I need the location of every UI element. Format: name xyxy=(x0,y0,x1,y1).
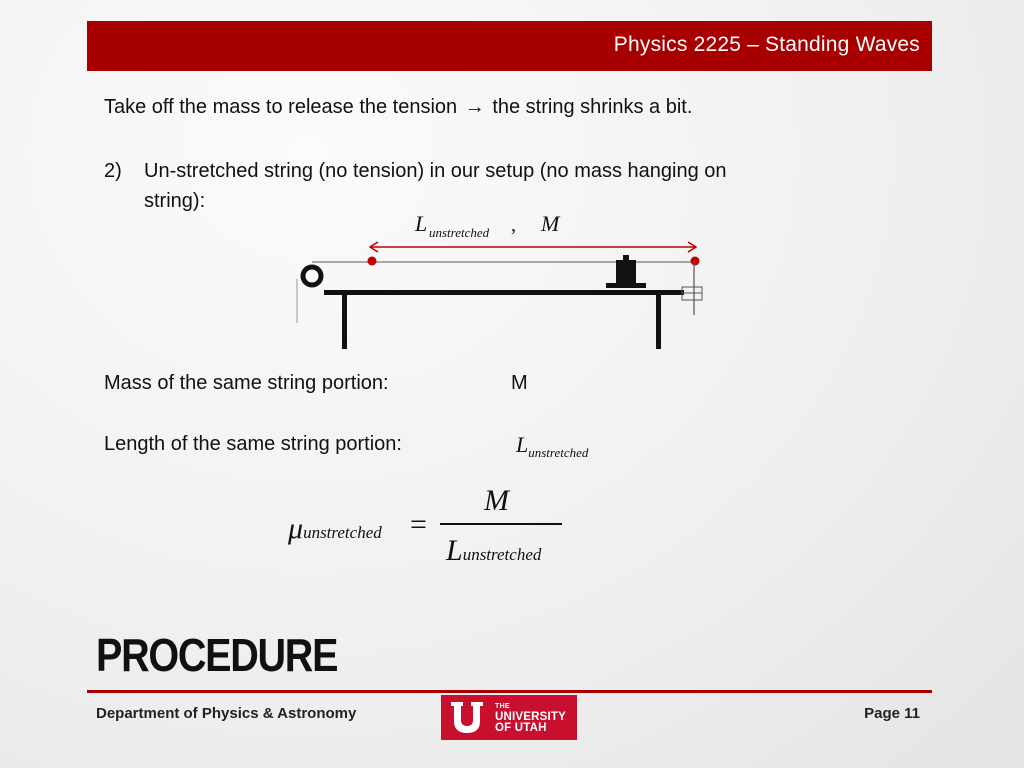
equation-denominator xyxy=(446,534,541,568)
table-leg-left xyxy=(342,295,347,349)
left-marker-dot xyxy=(368,257,377,266)
footer-department: Department of Physics & Astronomy xyxy=(96,705,357,722)
string-setup-diagram xyxy=(290,205,720,357)
equation-numerator: M xyxy=(484,484,509,517)
denominator-L: L xyxy=(446,534,463,567)
string-setup-svg xyxy=(290,205,720,357)
length-symbol-L: L xyxy=(516,432,529,457)
list-item-text-line2: string): xyxy=(144,190,206,212)
list-item-number: 2) xyxy=(104,160,122,182)
footer-divider xyxy=(87,690,932,693)
logo-of-utah: OF UTAH xyxy=(495,722,547,734)
string-shrinks-text: the string shrinks a bit. xyxy=(492,96,693,118)
tension-release-text: Take off the mass to release the tension xyxy=(104,96,458,118)
table-leg-right xyxy=(656,295,661,349)
linear-density-equation xyxy=(288,482,588,582)
mu-subscript: unstretched xyxy=(303,523,382,542)
block-u-icon xyxy=(449,700,485,735)
university-of-utah-logo xyxy=(441,695,577,740)
logo-wordmark xyxy=(495,701,566,734)
list-item-text-line1: Un-stretched string (no tension) in our setup (no mass hanging on xyxy=(144,160,727,182)
page-number: Page 11 xyxy=(864,705,920,722)
length-symbol xyxy=(516,432,588,461)
denominator-subscript: unstretched xyxy=(462,545,542,564)
length-arrow xyxy=(370,242,696,252)
pulley-icon xyxy=(303,267,321,285)
equation-lhs xyxy=(288,512,382,546)
mu-symbol: μ xyxy=(288,512,304,545)
logo-university: UNIVERSITY xyxy=(495,711,567,723)
mass-label: Mass of the same string portion: xyxy=(104,372,389,394)
diagram-label-sub: unstretched xyxy=(429,225,490,240)
header-bar xyxy=(87,21,932,71)
mass-line xyxy=(104,372,528,395)
right-marker-dot xyxy=(691,257,700,266)
length-line xyxy=(104,433,402,456)
diagram-label-L: L xyxy=(415,211,428,236)
logo-the: THE xyxy=(495,703,510,710)
diagram-label-comma: , xyxy=(511,214,516,236)
clamp-weight-icon xyxy=(606,255,646,288)
section-title: PROCEDURE xyxy=(96,629,338,681)
length-label: Length of the same string portion: xyxy=(104,433,402,455)
length-symbol-sub: unstretched xyxy=(528,445,589,460)
slide-header-title: Physics 2225 – Standing Waves xyxy=(613,33,920,56)
equals-sign: = xyxy=(410,508,427,541)
right-arrow-icon: → xyxy=(464,96,485,118)
tension-release-line xyxy=(104,96,692,119)
table-top xyxy=(324,290,684,295)
end-clamp-icon xyxy=(682,261,702,315)
diagram-label-M: M xyxy=(541,211,560,236)
fraction-bar xyxy=(440,523,562,525)
mass-value: M xyxy=(511,372,528,394)
